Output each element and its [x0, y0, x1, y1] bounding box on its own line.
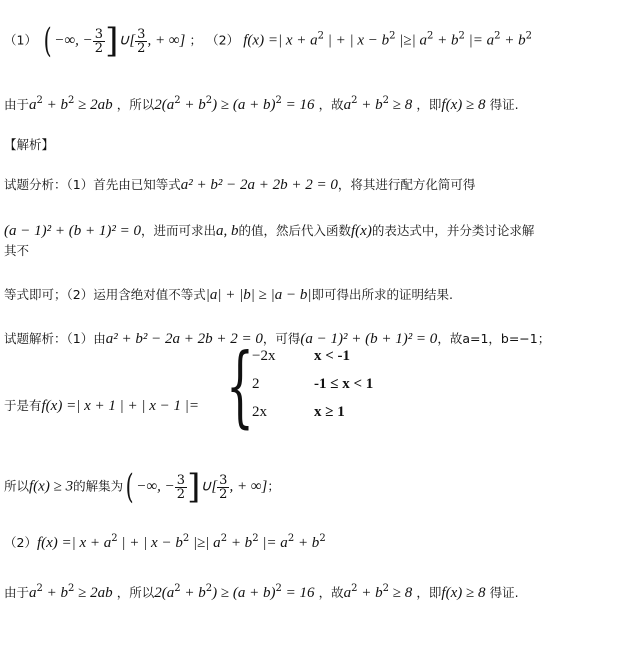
analysis-line-1: 试题分析：（1）首先由已知等式a² + b² − 2a + 2b + 2 = 0，将其进行配方化简可得 [4, 177, 476, 193]
fraction: $\frac{3}{2}$ [94, 26, 104, 56]
answer-part1-line: （1） ( −∞, − $\frac{3}{2}$ ]∪[ $\frac{3}{2}$ , + ∞] ； （2） f(x) =| $x + a^2$ | + | $x - b^2$ |≥| $a^2 + b^2$ |= $a^2 + b^2$ [4, 21, 532, 61]
interval-left: −∞, − [54, 32, 93, 49]
fraction-2: $\frac{3}{2}$ [137, 26, 146, 56]
brace-icon: { [226, 334, 254, 437]
answer-part2-line: 由于$a^2 + b^2 \ge 2ab$ ，所以$2(a^2 + b^2) \ge (a + b)^2 = 16$ ，故$a^2 + b^2 \ge 8$ ，即f(x) ≥ 8 得证. [4, 95, 519, 113]
analysis-title: 【解析】 [4, 137, 55, 152]
label-part1: （1） [4, 32, 37, 48]
interval-right: , + ∞ [147, 32, 180, 49]
piecewise-lead: 于是有f(x) =| x + 1 | + | x − 1 |= [4, 398, 200, 414]
analysis-line-2b: 其不 [4, 243, 30, 258]
solution-line-1: 试题解析：（1）由a² + b² − 2a + 2b + 2 = 0，可得(a − 1)² + (b + 1)² = 0，故a=1，b=−1； [4, 331, 551, 347]
piecewise-cases: { −2x x < -1 2 -1 ≤ x < 1 2x x ≥ 1 [226, 334, 374, 437]
bracket-right: ] [105, 21, 119, 61]
union-symbol: ∪[ [118, 32, 136, 49]
solution-part2-line: （2）f(x) =| $x + a^2$ | + | $x - b^2$ |≥| $a^2 + b^2$ |= $a^2 + b^2$ [4, 533, 326, 551]
analysis-line-3: 等式即可；（2）运用含绝对值不等式|a| + |b| ≥ |a − b|即可得出所求的证明结果. [4, 287, 453, 303]
solution-set-line: 所以f(x) ≥ 3的解集为( −∞, − $\frac{3}{2}$ ]∪[ $\frac{3}{2}$ , + ∞]； [4, 467, 280, 507]
solution-final-line: 由于$a^2 + b^2 \ge 2ab$ ，所以$2(a^2 + b^2) \ge (a + b)^2 = 16$ ，故$a^2 + b^2 \ge 8$ ，即f(x) ≥ 8 得证. [4, 583, 519, 601]
analysis-line-2: (a − 1)² + (b + 1)² = 0，进而可求出a, b的值，然后代入函数f(x)的表达式中，并分类讨论求解 [4, 223, 535, 239]
paren-left: ( [43, 21, 52, 61]
label-part2: （2） [206, 32, 240, 48]
